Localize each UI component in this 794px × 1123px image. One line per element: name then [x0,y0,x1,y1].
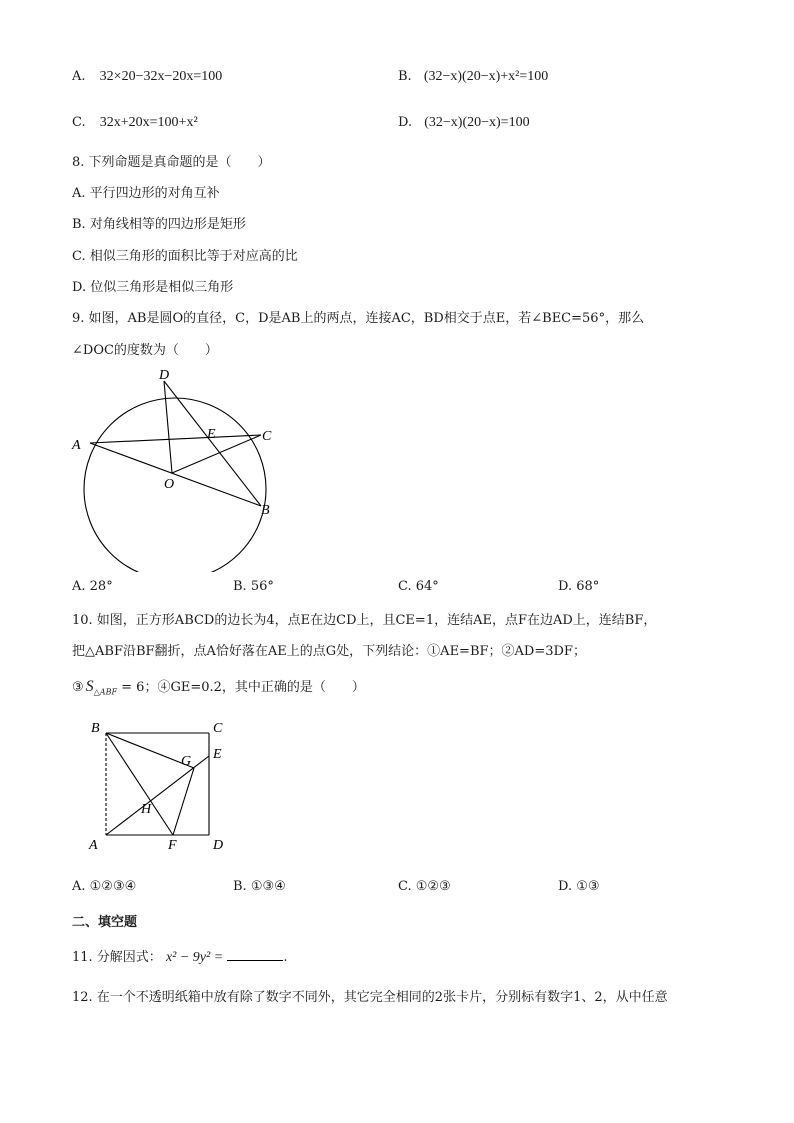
point-label-b: B [91,721,100,736]
segment-bf [106,733,173,835]
circle-o [84,398,266,572]
q7-option-a-label: A. [72,69,86,84]
q7-option-a [72,69,222,85]
q8-option-c: C. 相似三角形的面积比等于对应高的比 [72,249,298,264]
point-label-e: E [213,747,222,762]
point-label-b: B [261,503,270,518]
q7-option-b [398,69,548,85]
q8-option-a: A. 平行四边形的对角互补 [72,186,220,201]
q9-option-d: D. 68° [558,579,600,594]
q11-prefix: 11. 分解因式： [72,950,162,965]
q9-option-a: A. 28° [72,579,113,594]
q10-option-b: B. ①③④ [233,879,286,894]
q10-stem-line2: 把△ABF沿BF翻折，点A恰好落在AE上的点G处，下列结论：①AE=BF；②AD=3DF； [72,644,586,659]
q7-option-d-text: (32−x)(20−x)=100 [424,115,530,130]
point-label-a: A [89,838,98,853]
q10-stem-line3 [72,676,365,697]
point-label-f: F [168,838,177,853]
point-label-c: C [262,429,272,444]
point-label-d: D [213,838,224,853]
q7-option-c [72,115,198,131]
answer-blank[interactable] [227,948,283,961]
q10-option-a: A. ①②③④ [72,879,137,894]
q7-option-b-label: B. [398,69,412,84]
radius-oc [172,435,261,473]
point-label-h: H [141,802,152,817]
q9-option-c: C. 64° [398,579,439,594]
q11 [72,946,287,966]
q9-option-b: B. 56° [233,579,274,594]
q8-option-b: B. 对角线相等的四边形是矩形 [72,217,246,232]
q9-stem-line2: ∠DOC的度数为（ ） [72,343,218,358]
point-label-d: D [159,368,170,383]
point-label-o: O [164,477,175,492]
section-heading: 二、填空题 [72,915,138,930]
q8-stem: 8. 下列命题是真命题的是（ ） [72,155,271,170]
q10-stem-line3-rest: = 6；④GE=0.2，其中正确的是（ ） [117,680,365,695]
radius-od [164,381,172,473]
q10-square-diagram [84,716,244,862]
q8-option-d: D. 位似三角形是相似三角形 [72,280,234,295]
q7-option-c-label: C. [72,115,86,130]
point-label-g: G [181,754,192,769]
chord-bd [164,381,261,506]
q9-stem-line1: 9. 如图，AB是圆O的直径，C，D是AB上的两点，连接AC，BD相交于点E，若∠BEC=56°，那么 [72,311,645,326]
point-label-e: E [207,427,216,442]
q10-stem-line1: 10. 如图，正方形ABCD的边长为4，点E在边CD上，且CE=1，连结AE，点F在边AD上，连结BF， [72,613,657,628]
q11-expression: x² − 9y² = [165,950,224,965]
circled-three: ③ [72,680,84,695]
q11-suffix: . [283,950,288,965]
q9-circle-diagram [66,362,286,572]
area-symbol: S [85,678,94,695]
chord-ac [90,435,261,443]
q7-option-d [398,115,530,131]
segment-gf [173,768,194,835]
q7-option-c-text: 32x+20x=100+x² [99,115,198,130]
area-subscript: △ABF [93,687,118,697]
q7-option-b-text: (32−x)(20−x)+x²=100 [423,69,549,84]
q10-option-d: D. ①③ [558,879,600,894]
point-label-a: A [72,438,81,453]
point-label-c: C [213,721,223,736]
q10-option-c: C. ①②③ [398,879,451,894]
q12-stem: 12. 在一个不透明纸箱中放有除了数字不同外，其它完全相同的2张卡片，分别标有数字1、2，从中任意 [72,990,668,1005]
q7-option-d-label: D. [398,115,413,130]
diameter-ab [90,443,261,506]
q7-option-a-text: 32×20−32x−20x=100 [99,69,223,84]
